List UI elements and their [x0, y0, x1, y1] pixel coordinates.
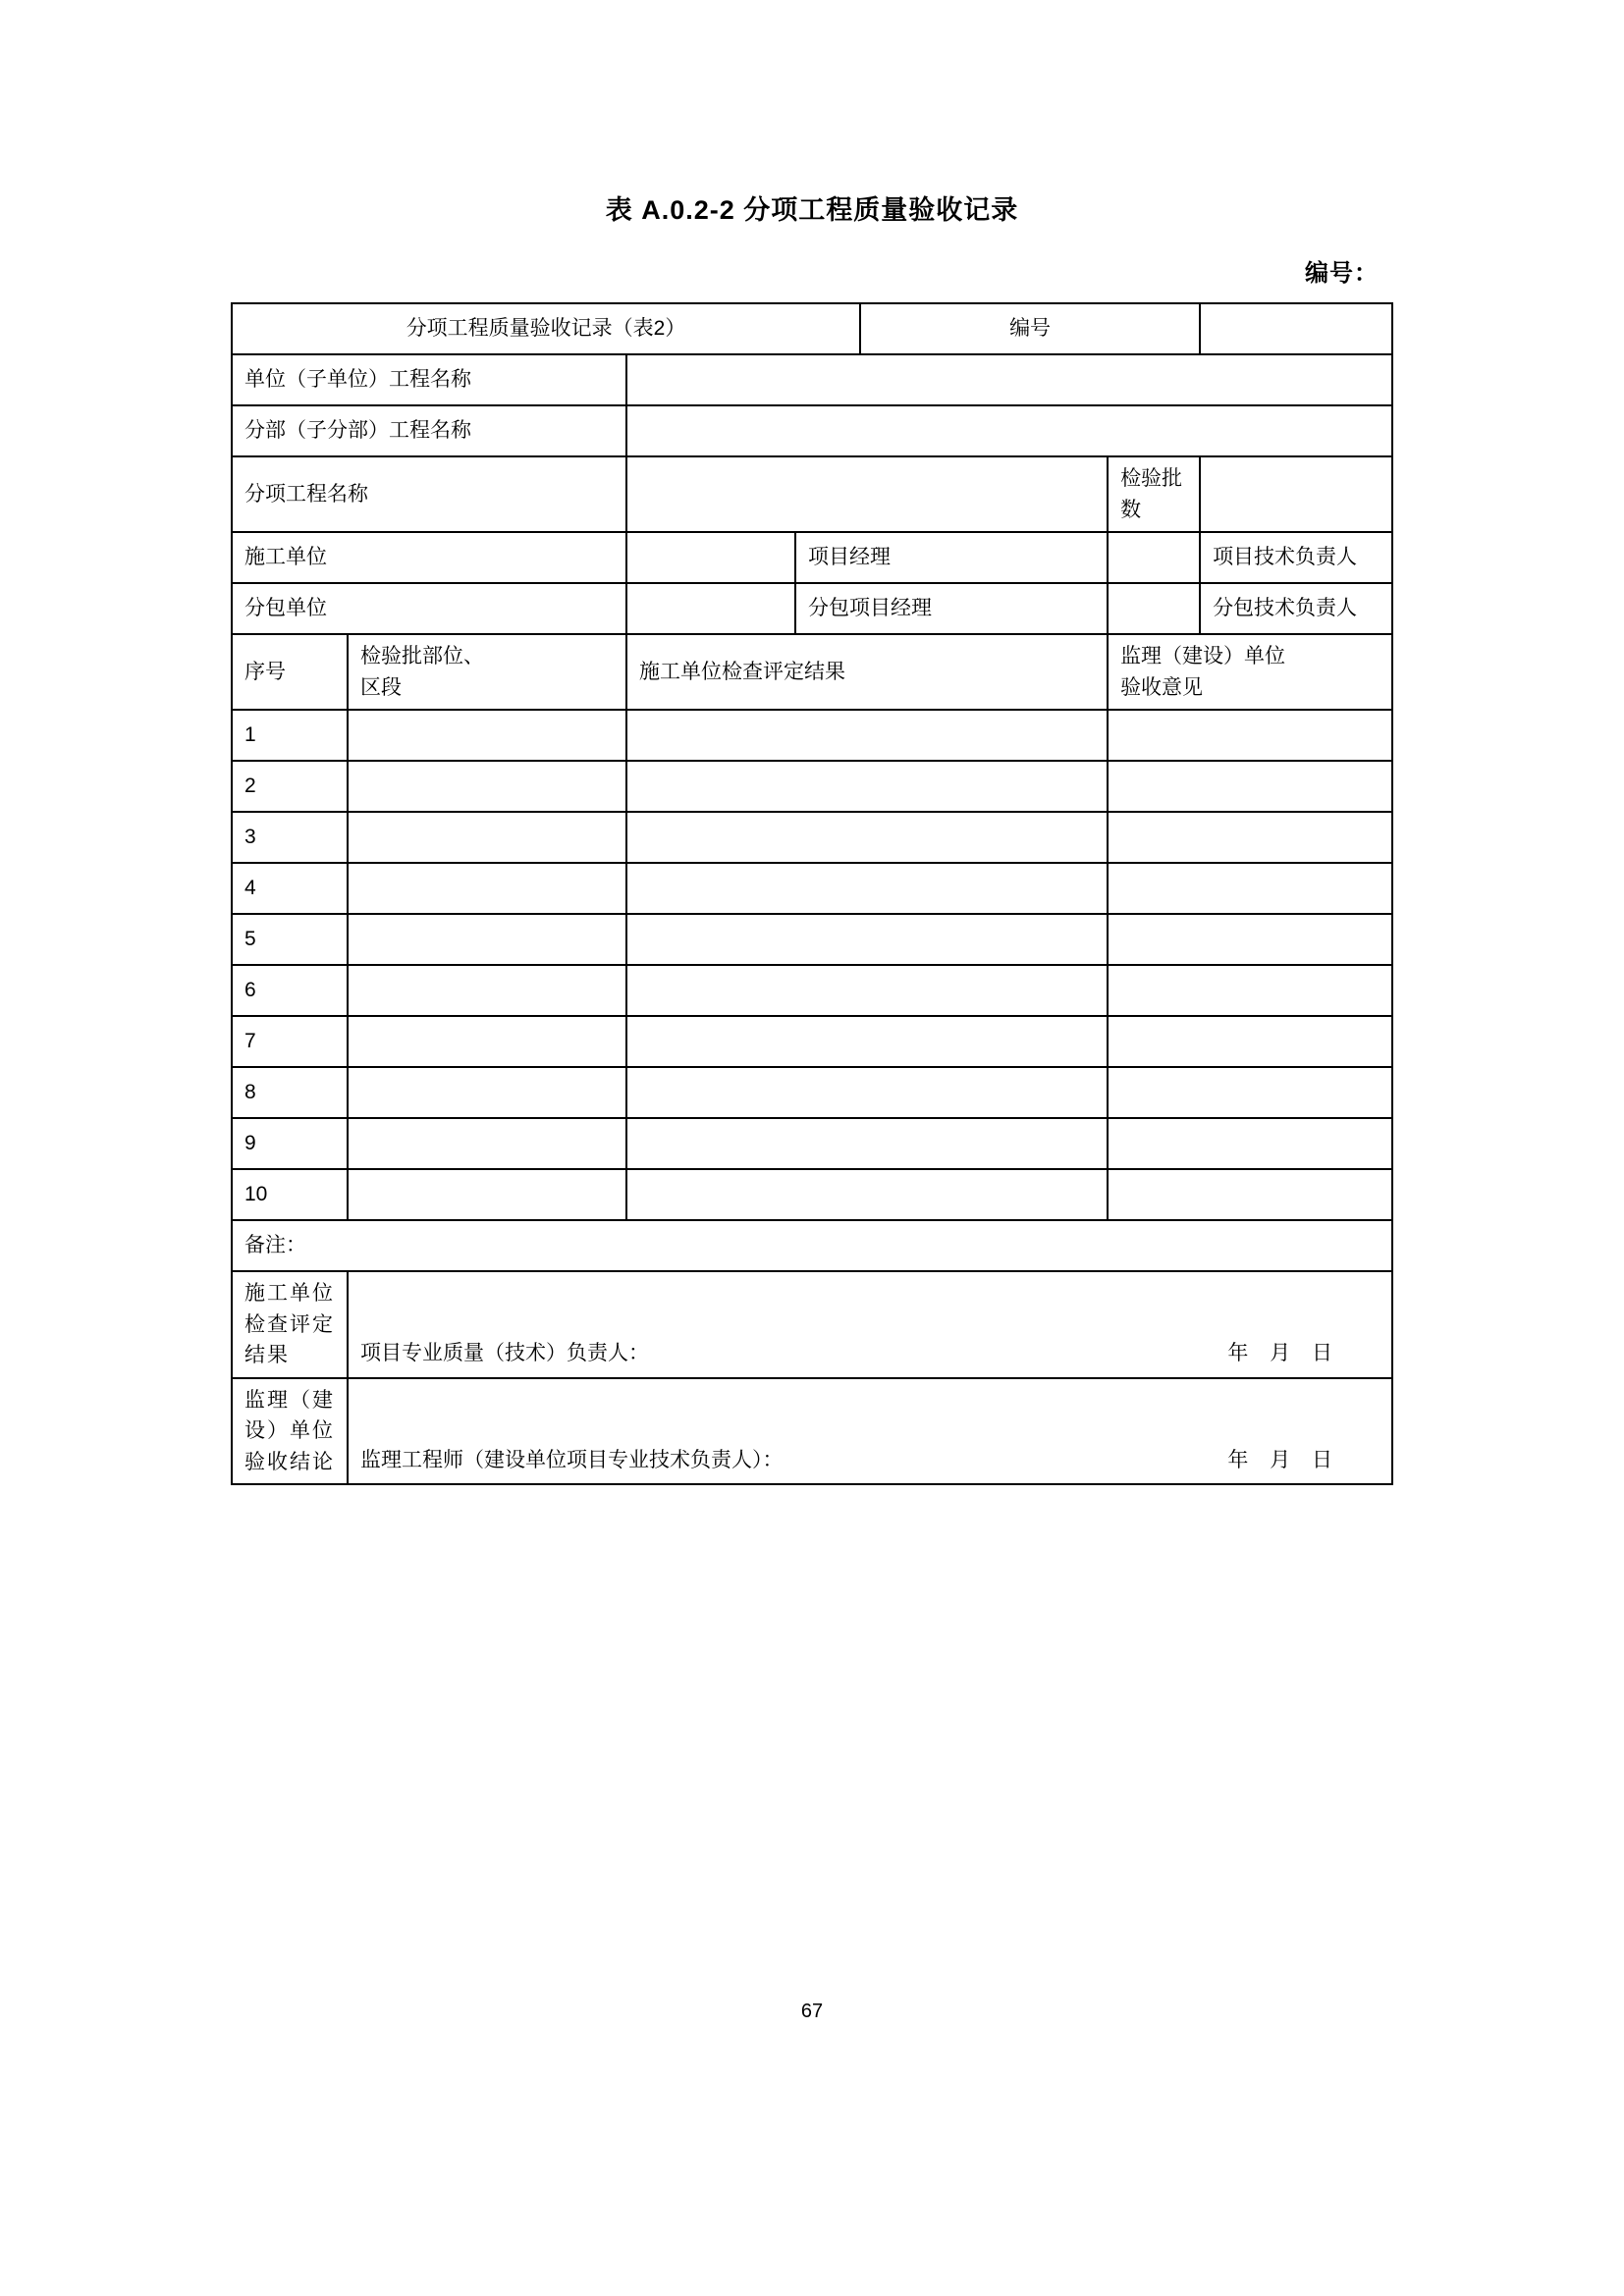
- batch-count-value[interactable]: [1200, 456, 1392, 532]
- row-supervision[interactable]: [1108, 812, 1392, 863]
- row-seq: 6: [232, 965, 348, 1016]
- construction-signature-label: 项目专业质量（技术）负责人：: [360, 1342, 649, 1364]
- header-location-line1: 检验批部位、: [360, 645, 484, 667]
- row-result[interactable]: [626, 761, 1108, 812]
- row-result[interactable]: [626, 863, 1108, 914]
- table-row: [232, 812, 1392, 863]
- supervision-conclusion-row: [232, 1378, 1392, 1485]
- supervision-date-label: 年 月 日: [1227, 1448, 1341, 1471]
- numbering-label: 编号：: [1305, 260, 1379, 287]
- row-supervision[interactable]: [1108, 914, 1392, 965]
- acceptance-record-form: [231, 302, 1393, 1485]
- table-row: [232, 761, 1392, 812]
- page-title: 表 A.0.2-2 分项工程质量验收记录: [605, 195, 1019, 225]
- row-supervision[interactable]: [1108, 965, 1392, 1016]
- project-manager-value[interactable]: [1108, 532, 1200, 583]
- row-seq: 9: [232, 1118, 348, 1169]
- row-result[interactable]: [626, 812, 1108, 863]
- row-result[interactable]: [626, 710, 1108, 761]
- row-result[interactable]: [626, 914, 1108, 965]
- subcontract-manager-label: 分包项目经理: [795, 583, 1108, 634]
- unit-project-label: 单位（子单位）工程名称: [232, 354, 626, 405]
- row-result[interactable]: [626, 1118, 1108, 1169]
- header-location: [348, 634, 626, 710]
- project-tech-lead-label: 项目技术负责人: [1200, 532, 1392, 583]
- row-seq: 7: [232, 1016, 348, 1067]
- subitem-project-value[interactable]: [626, 456, 1108, 532]
- division-project-label: 分部（子分部）工程名称: [232, 405, 626, 456]
- supervision-signature-label: 监理工程师（建设单位项目专业技术负责人）：: [360, 1448, 784, 1471]
- table-row: [232, 1067, 1392, 1118]
- table-row: [232, 1016, 1392, 1067]
- row-location[interactable]: [348, 1067, 626, 1118]
- row-subitem-project: [232, 456, 1392, 532]
- row-location[interactable]: [348, 710, 626, 761]
- row-seq: 2: [232, 761, 348, 812]
- remark-row: [232, 1220, 1392, 1271]
- row-division-project: [232, 405, 1392, 456]
- division-project-value[interactable]: [626, 405, 1392, 456]
- row-location[interactable]: [348, 965, 626, 1016]
- row-seq: 3: [232, 812, 348, 863]
- row-supervision[interactable]: [1108, 863, 1392, 914]
- row-location[interactable]: [348, 863, 626, 914]
- subcontract-unit-label: 分包单位: [232, 583, 626, 634]
- table-row: [232, 1118, 1392, 1169]
- form-title: 分项工程质量验收记录（表2）: [232, 303, 860, 354]
- construction-date-label: 年 月 日: [1227, 1342, 1341, 1364]
- row-seq: 5: [232, 914, 348, 965]
- table-row: [232, 710, 1392, 761]
- header-supervision: [1108, 634, 1392, 710]
- header-result: 施工单位检查评定结果: [626, 634, 1108, 710]
- table-row: [232, 1169, 1392, 1220]
- row-result[interactable]: [626, 1067, 1108, 1118]
- header-supervision-line2: 验收意见: [1120, 675, 1204, 699]
- row-supervision[interactable]: [1108, 1169, 1392, 1220]
- row-location[interactable]: [348, 1016, 626, 1067]
- construction-conclusion-content[interactable]: [348, 1271, 1392, 1378]
- row-supervision[interactable]: [1108, 1118, 1392, 1169]
- row-seq: 1: [232, 710, 348, 761]
- row-seq: 10: [232, 1169, 348, 1220]
- row-subcontract-unit: [232, 583, 1392, 634]
- project-manager-label: 项目经理: [795, 532, 1108, 583]
- row-unit-project: [232, 354, 1392, 405]
- row-location[interactable]: [348, 761, 626, 812]
- row-result[interactable]: [626, 1169, 1108, 1220]
- row-supervision[interactable]: [1108, 761, 1392, 812]
- subcontract-manager-value[interactable]: [1108, 583, 1200, 634]
- construction-conclusion-label: 施工单位检查评定结果: [232, 1271, 348, 1378]
- header-location-line2: 区段: [360, 675, 402, 699]
- subcontract-tech-lead-label: 分包技术负责人: [1200, 583, 1392, 634]
- row-result[interactable]: [626, 965, 1108, 1016]
- row-location[interactable]: [348, 1118, 626, 1169]
- row-location[interactable]: [348, 1169, 626, 1220]
- row-seq: 8: [232, 1067, 348, 1118]
- page-number: 67: [800, 2001, 824, 2022]
- construction-unit-value[interactable]: [626, 532, 795, 583]
- row-construction-unit: [232, 532, 1392, 583]
- form-title-row: [232, 303, 1392, 354]
- supervision-conclusion-label: 监理（建设）单位验收结论: [232, 1378, 348, 1485]
- construction-conclusion-row: [232, 1271, 1392, 1378]
- table-row: [232, 863, 1392, 914]
- form-code-value[interactable]: [1200, 303, 1392, 354]
- row-seq: 4: [232, 863, 348, 914]
- supervision-conclusion-content[interactable]: [348, 1378, 1392, 1485]
- table-row: [232, 914, 1392, 965]
- unit-project-value[interactable]: [626, 354, 1392, 405]
- subitem-project-label: 分项工程名称: [232, 456, 626, 532]
- construction-unit-label: 施工单位: [232, 532, 626, 583]
- subcontract-unit-value[interactable]: [626, 583, 795, 634]
- header-supervision-line1: 监理（建设）单位: [1120, 645, 1286, 667]
- header-seq: 序号: [232, 634, 348, 710]
- row-supervision[interactable]: [1108, 1016, 1392, 1067]
- form-code-label: 编号: [860, 303, 1200, 354]
- row-location[interactable]: [348, 914, 626, 965]
- row-location[interactable]: [348, 812, 626, 863]
- batch-count-label: 检验批数: [1108, 456, 1200, 532]
- row-supervision[interactable]: [1108, 710, 1392, 761]
- row-supervision[interactable]: [1108, 1067, 1392, 1118]
- row-result[interactable]: [626, 1016, 1108, 1067]
- table-row: [232, 965, 1392, 1016]
- remark-label[interactable]: 备注：: [232, 1220, 1392, 1271]
- table-header-row: [232, 634, 1392, 710]
